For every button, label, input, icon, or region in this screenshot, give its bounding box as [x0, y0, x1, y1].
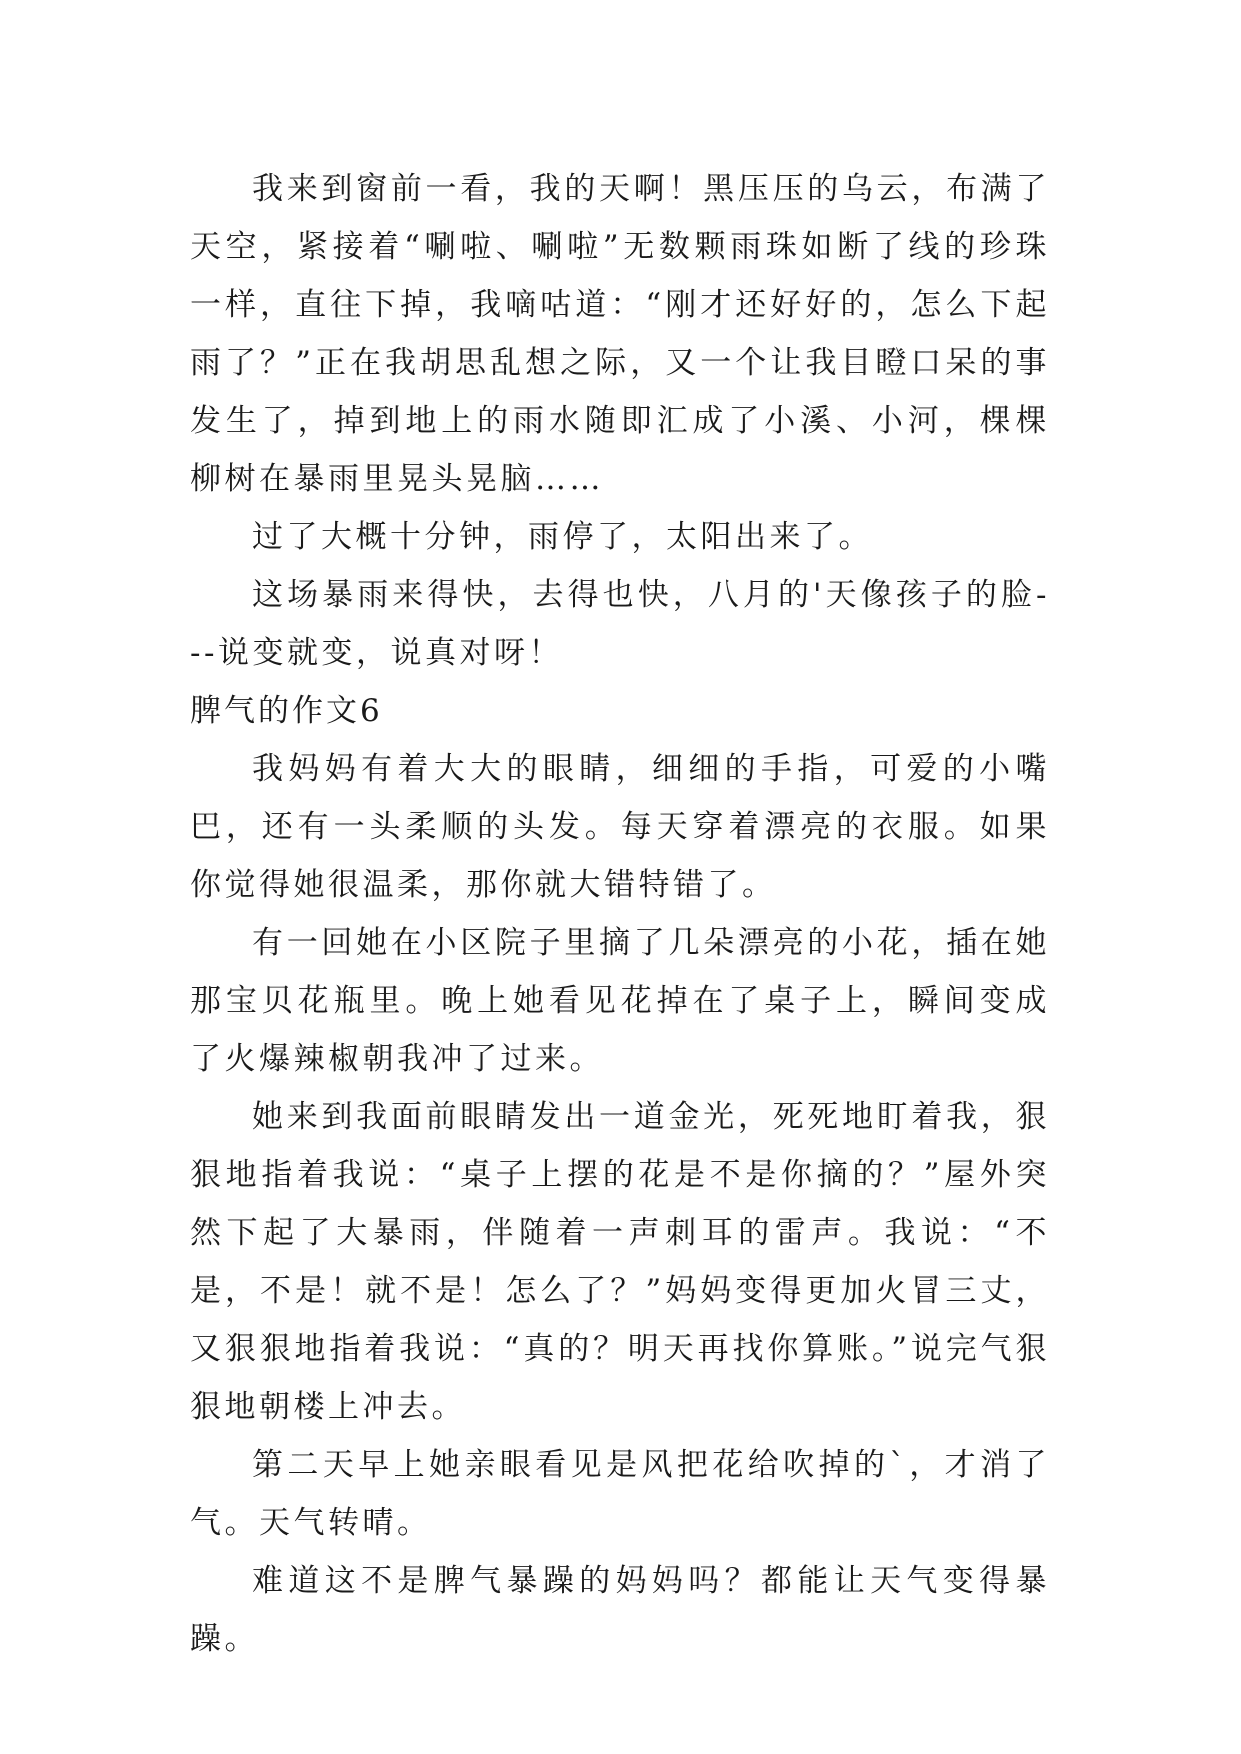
paragraph-rain-stops: 过了大概十分钟，雨停了，太阳出来了。	[252, 519, 873, 555]
paragraph-storm-arrives: 我来到窗前一看，我的天啊！黑压压的乌云，布满了天空，紧接着“唰啦、唰啦”无数颗雨珠如断了线的珍珠一样，直往下掉，我嘀咕道：“刚才还好好的，怎么下起雨了？”正在我胡思乱想之际，又一个让我目瞪口呆的事发生了，掉到地上的雨水随即汇成了小溪、小河，棵棵柳树在暴雨里晃头晃脑……	[190, 171, 1050, 497]
paragraph-confrontation: 她来到我面前眼睛发出一道金光，死死地盯着我，狠狠地指着我说：“桌子上摆的花是不是你摘的？”屋外突然下起了大暴雨，伴随着一声刺耳的雷声。我说：“不是，不是！就不是！怎么了？”妈妈变得更加火冒三丈，又狠狠地指着我说：“真的？明天再找你算账。”说完气狠狠地朝楼上冲去。	[190, 1099, 1050, 1425]
paragraph-closing: 难道这不是脾气暴躁的妈妈吗？都能让天气变得暴躁。	[190, 1563, 1050, 1657]
paragraph-next-morning: 第二天早上她亲眼看见是风把花给吹掉的`，才消了气。天气转晴。	[190, 1447, 1050, 1541]
paragraph-mother-description: 我妈妈有着大大的眼睛，细细的手指，可爱的小嘴巴，还有一头柔顺的头发。每天穿着漂亮的衣服。如果你觉得她很温柔，那你就大错特错了。	[190, 751, 1050, 903]
document-body	[190, 160, 1050, 1668]
essay-heading: 脾气的作文6	[190, 693, 383, 729]
paragraph-flowers: 有一回她在小区院子里摘了几朵漂亮的小花，插在她那宝贝花瓶里。晚上她看见花掉在了桌子上，瞬间变成了火爆辣椒朝我冲了过来。	[190, 925, 1050, 1077]
paragraph-storm-conclusion: 这场暴雨来得快，去得也快，八月的'天像孩子的脸---说变就变，说真对呀！	[190, 577, 1050, 671]
